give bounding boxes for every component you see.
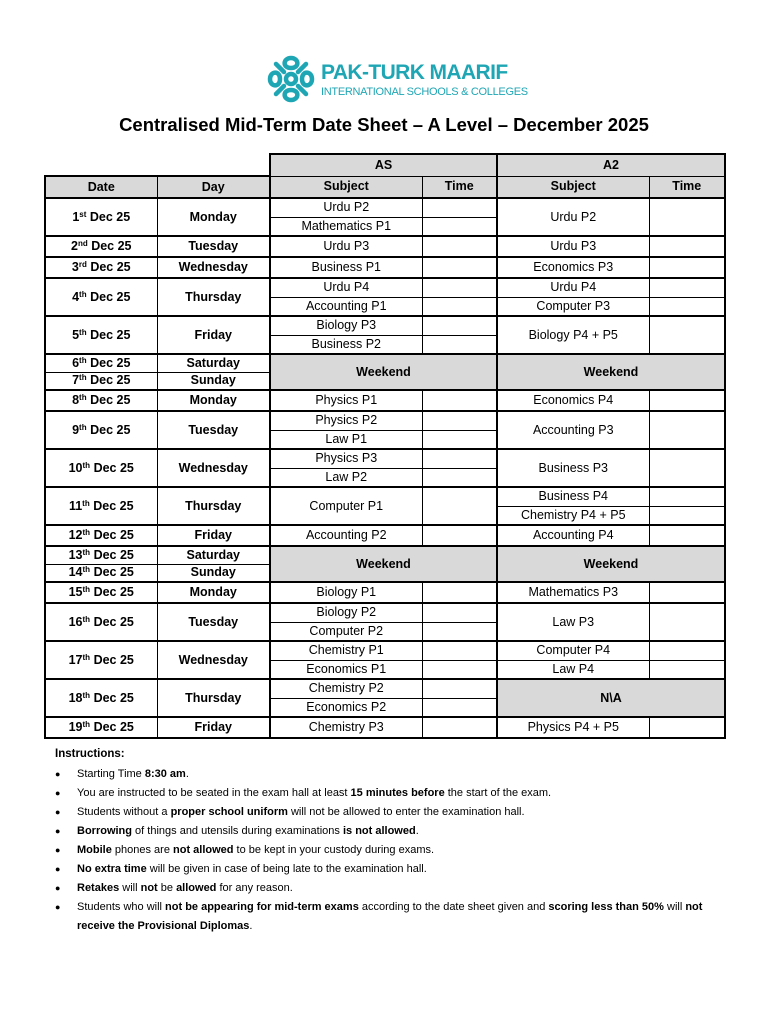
a2-time-cell bbox=[649, 278, 725, 297]
as-time-cell bbox=[422, 449, 497, 468]
instruction-item: ● You are instructed to be seated in the exam hall at least 15 minutes before the start of the exam. bbox=[55, 784, 735, 803]
as-time-cell bbox=[422, 717, 497, 738]
as-subject-cell: Physics P2 bbox=[270, 411, 422, 430]
date-cell: 3rd Dec 25 bbox=[45, 257, 157, 278]
school-logo bbox=[266, 52, 528, 108]
instructions-heading: Instructions: bbox=[55, 748, 125, 760]
as-subject-cell: Computer P1 bbox=[270, 487, 422, 525]
blank-corner bbox=[45, 154, 270, 176]
date-sheet-table bbox=[44, 153, 724, 746]
day-cell: Sunday bbox=[157, 372, 270, 390]
a2-time-cell bbox=[649, 297, 725, 316]
a2-time-cell bbox=[649, 198, 725, 236]
as-subject-cell: Economics P1 bbox=[270, 660, 422, 679]
as-weekend-cell: Weekend bbox=[270, 546, 497, 582]
bullet-icon: ● bbox=[55, 826, 61, 836]
as-time-cell bbox=[422, 411, 497, 430]
as-subject-cell: Business P2 bbox=[270, 335, 422, 354]
a2-subject-cell: Accounting P3 bbox=[497, 411, 649, 449]
a2-time-cell bbox=[649, 411, 725, 449]
date-cell: 1st Dec 25 bbox=[45, 198, 157, 236]
instruction-item: ● Starting Time 8:30 am. bbox=[55, 765, 735, 784]
as-group-header: AS bbox=[270, 154, 497, 176]
as-subject-cell: Urdu P4 bbox=[270, 278, 422, 297]
as-time-cell bbox=[422, 297, 497, 316]
a2-subject-cell: Urdu P4 bbox=[497, 278, 649, 297]
date-cell: 6th Dec 25 bbox=[45, 354, 157, 372]
as-time-cell bbox=[422, 257, 497, 278]
as-time-cell bbox=[422, 278, 497, 297]
day-cell: Monday bbox=[157, 198, 270, 236]
bullet-icon: ● bbox=[55, 902, 61, 912]
brand-subtitle: INTERNATIONAL SCHOOLS & COLLEGES bbox=[321, 86, 528, 98]
as-time-cell bbox=[422, 316, 497, 335]
bullet-icon: ● bbox=[55, 883, 61, 893]
as-subject-cell: Urdu P3 bbox=[270, 236, 422, 257]
as-time-cell bbox=[422, 622, 497, 641]
as-subject-cell: Computer P2 bbox=[270, 622, 422, 641]
day-cell: Thursday bbox=[157, 679, 270, 717]
a2-subject-cell: Law P3 bbox=[497, 603, 649, 641]
as-subject-cell: Economics P2 bbox=[270, 698, 422, 717]
page-title: Centralised Mid-Term Date Sheet – A Level – December 2025 bbox=[119, 114, 649, 135]
instruction-item: ● No extra time will be given in case of being late to the examination hall. bbox=[55, 860, 735, 879]
day-column-header: Day bbox=[157, 176, 270, 198]
as-subject-header: Subject bbox=[270, 176, 422, 198]
date-cell: 14th Dec 25 bbox=[45, 564, 157, 582]
a2-subject-cell: Physics P4 + P5 bbox=[497, 717, 649, 738]
date-cell: 10th Dec 25 bbox=[45, 449, 157, 487]
as-subject-cell: Accounting P1 bbox=[270, 297, 422, 316]
as-time-cell bbox=[422, 335, 497, 354]
instruction-item: ● Borrowing of things and utensils during examinations is not allowed. bbox=[55, 822, 735, 841]
a2-subject-cell: Economics P4 bbox=[497, 390, 649, 411]
a2-time-cell bbox=[649, 660, 725, 679]
day-cell: Tuesday bbox=[157, 236, 270, 257]
a2-subject-cell: Economics P3 bbox=[497, 257, 649, 278]
a2-time-cell bbox=[649, 641, 725, 660]
a2-time-cell bbox=[649, 390, 725, 411]
as-subject-cell: Urdu P2 bbox=[270, 198, 422, 217]
a2-subject-cell: Law P4 bbox=[497, 660, 649, 679]
date-cell: 7th Dec 25 bbox=[45, 372, 157, 390]
as-time-cell bbox=[422, 487, 497, 525]
day-cell: Friday bbox=[157, 717, 270, 738]
a2-subject-cell: Biology P4 + P5 bbox=[497, 316, 649, 354]
date-cell: 8th Dec 25 bbox=[45, 390, 157, 411]
a2-subject-header: Subject bbox=[497, 176, 649, 198]
a2-group-header: A2 bbox=[497, 154, 725, 176]
instruction-item: ● Students without a proper school uniform will not be allowed to enter the examination hall. bbox=[55, 803, 735, 822]
instructions-section bbox=[55, 748, 735, 936]
bullet-icon: ● bbox=[55, 845, 61, 855]
date-cell: 17th Dec 25 bbox=[45, 641, 157, 679]
day-cell: Tuesday bbox=[157, 603, 270, 641]
day-cell: Wednesday bbox=[157, 449, 270, 487]
a2-subject-cell: Urdu P2 bbox=[497, 198, 649, 236]
day-cell: Thursday bbox=[157, 487, 270, 525]
day-cell: Friday bbox=[157, 525, 270, 546]
as-time-cell bbox=[422, 603, 497, 622]
bullet-icon: ● bbox=[55, 788, 61, 798]
as-time-cell bbox=[422, 468, 497, 487]
date-cell: 16th Dec 25 bbox=[45, 603, 157, 641]
a2-subject-cell: Computer P4 bbox=[497, 641, 649, 660]
as-time-cell bbox=[422, 582, 497, 603]
as-subject-cell: Accounting P2 bbox=[270, 525, 422, 546]
as-subject-cell: Physics P3 bbox=[270, 449, 422, 468]
date-cell: 11th Dec 25 bbox=[45, 487, 157, 525]
date-cell: 4th Dec 25 bbox=[45, 278, 157, 316]
date-cell: 15th Dec 25 bbox=[45, 582, 157, 603]
instruction-item: ● Students who will not be appearing for mid-term exams according to the date sheet given and scoring less than 50% will not receive the Provisional Diplomas. bbox=[55, 898, 735, 936]
date-cell: 5th Dec 25 bbox=[45, 316, 157, 354]
as-subject-cell: Chemistry P2 bbox=[270, 679, 422, 698]
as-subject-cell: Chemistry P3 bbox=[270, 717, 422, 738]
a2-time-cell bbox=[649, 316, 725, 354]
as-subject-cell: Business P1 bbox=[270, 257, 422, 278]
a2-subject-cell: Computer P3 bbox=[497, 297, 649, 316]
day-cell: Tuesday bbox=[157, 411, 270, 449]
as-subject-cell: Chemistry P1 bbox=[270, 641, 422, 660]
as-time-cell bbox=[422, 641, 497, 660]
a2-weekend-cell: Weekend bbox=[497, 354, 725, 390]
date-cell: 9th Dec 25 bbox=[45, 411, 157, 449]
bullet-icon: ● bbox=[55, 769, 61, 779]
a2-time-cell bbox=[649, 506, 725, 525]
a2-subject-cell: Urdu P3 bbox=[497, 236, 649, 257]
as-time-cell bbox=[422, 198, 497, 217]
as-time-cell bbox=[422, 525, 497, 546]
as-time-cell bbox=[422, 698, 497, 717]
a2-weekend-cell: Weekend bbox=[497, 546, 725, 582]
as-time-header: Time bbox=[422, 176, 497, 198]
date-column-header: Date bbox=[45, 176, 157, 198]
day-cell: Sunday bbox=[157, 564, 270, 582]
as-subject-cell: Law P1 bbox=[270, 430, 422, 449]
a2-time-cell bbox=[649, 582, 725, 603]
as-subject-cell: Mathematics P1 bbox=[270, 217, 422, 236]
date-cell: 19th Dec 25 bbox=[45, 717, 157, 738]
day-cell: Monday bbox=[157, 390, 270, 411]
brand-name: PAK-TURK MAARIF bbox=[321, 61, 508, 84]
a2-time-cell bbox=[649, 257, 725, 278]
a2-time-header: Time bbox=[649, 176, 725, 198]
a2-subject-cell: Chemistry P4 + P5 bbox=[497, 506, 649, 525]
as-weekend-cell: Weekend bbox=[270, 354, 497, 390]
a2-time-cell bbox=[649, 487, 725, 506]
day-cell: Wednesday bbox=[157, 257, 270, 278]
as-subject-cell: Law P2 bbox=[270, 468, 422, 487]
a2-time-cell bbox=[649, 525, 725, 546]
a2-time-cell bbox=[649, 236, 725, 257]
instruction-item: ● Retakes will not be allowed for any reason. bbox=[55, 879, 735, 898]
day-cell: Saturday bbox=[157, 546, 270, 564]
day-cell: Thursday bbox=[157, 278, 270, 316]
bullet-icon: ● bbox=[55, 864, 61, 874]
as-time-cell bbox=[422, 660, 497, 679]
a2-subject-cell: Business P3 bbox=[497, 449, 649, 487]
maarif-emblem-icon bbox=[266, 54, 316, 104]
day-cell: Monday bbox=[157, 582, 270, 603]
as-subject-cell: Physics P1 bbox=[270, 390, 422, 411]
a2-time-cell bbox=[649, 449, 725, 487]
as-subject-cell: Biology P2 bbox=[270, 603, 422, 622]
bullet-icon: ● bbox=[55, 807, 61, 817]
day-cell: Wednesday bbox=[157, 641, 270, 679]
instructions-list bbox=[55, 765, 735, 936]
date-cell: 18th Dec 25 bbox=[45, 679, 157, 717]
a2-subject-cell: Business P4 bbox=[497, 487, 649, 506]
day-cell: Friday bbox=[157, 316, 270, 354]
date-cell: 12th Dec 25 bbox=[45, 525, 157, 546]
as-time-cell bbox=[422, 236, 497, 257]
a2-na-cell: N\A bbox=[497, 679, 725, 717]
as-time-cell bbox=[422, 390, 497, 411]
a2-subject-cell: Mathematics P3 bbox=[497, 582, 649, 603]
as-time-cell bbox=[422, 679, 497, 698]
as-time-cell bbox=[422, 430, 497, 449]
date-cell: 2nd Dec 25 bbox=[45, 236, 157, 257]
day-cell: Saturday bbox=[157, 354, 270, 372]
as-time-cell bbox=[422, 217, 497, 236]
a2-subject-cell: Accounting P4 bbox=[497, 525, 649, 546]
instruction-item: ● Mobile phones are not allowed to be kept in your custody during exams. bbox=[55, 841, 735, 860]
date-cell: 13th Dec 25 bbox=[45, 546, 157, 564]
a2-time-cell bbox=[649, 717, 725, 738]
as-subject-cell: Biology P1 bbox=[270, 582, 422, 603]
as-subject-cell: Biology P3 bbox=[270, 316, 422, 335]
a2-time-cell bbox=[649, 603, 725, 641]
